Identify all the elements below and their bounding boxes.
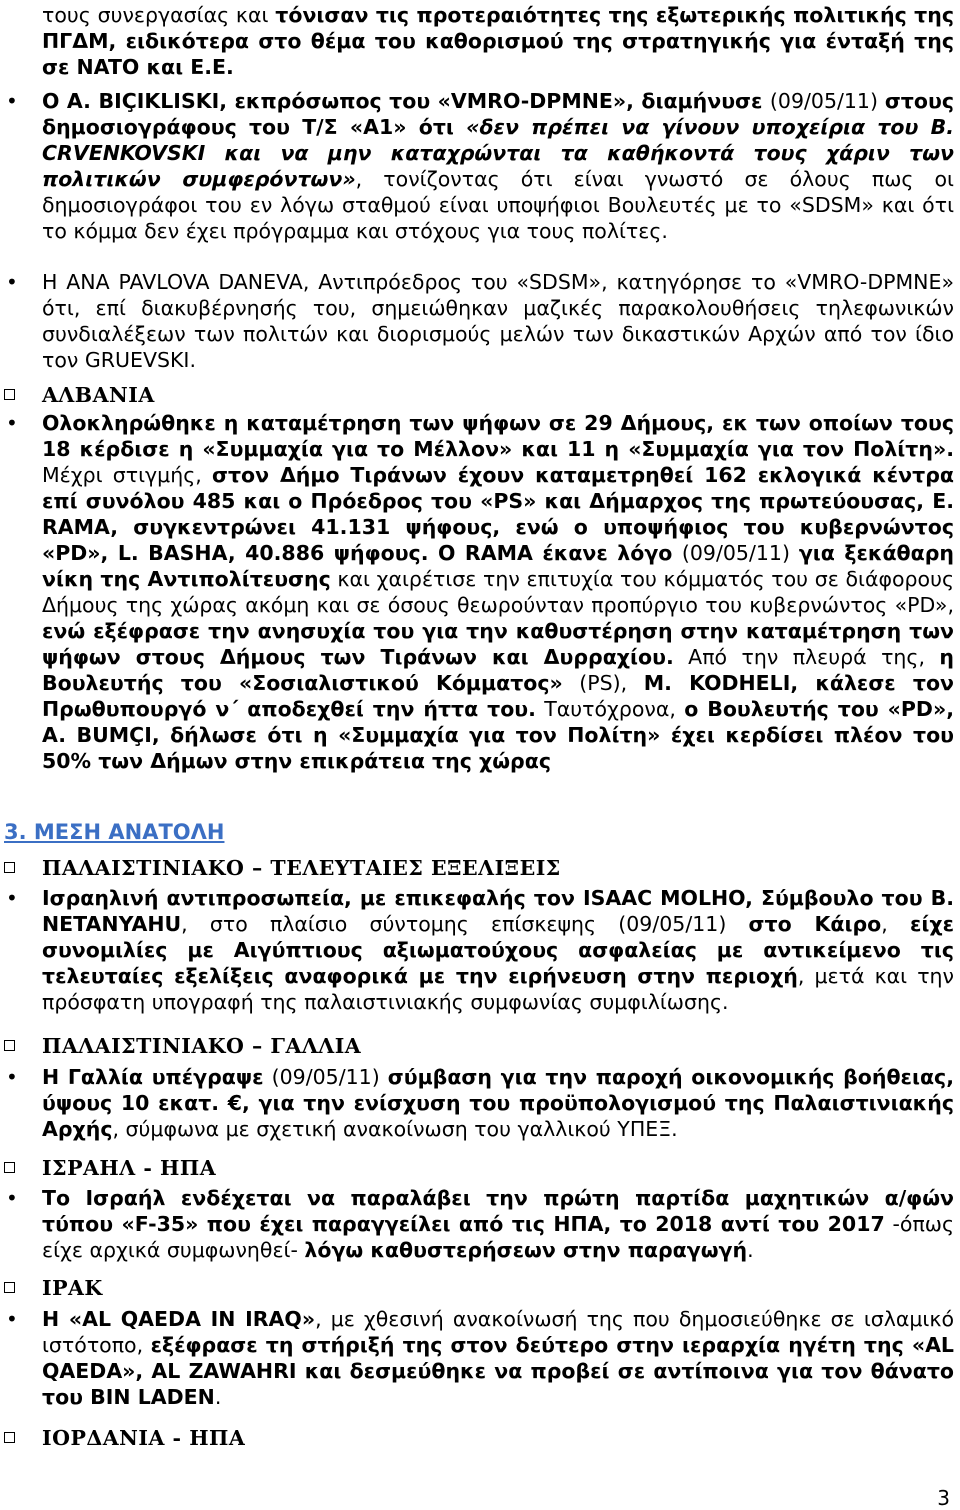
text-run: , με χθεσινή ανακοίνωσή της που δημοσιεύθηκε σε ισλαμικό ιστότοπο, (42, 1307, 954, 1357)
text-run: ΙΟΡΔΑΝΙΑ - ΗΠΑ (42, 1426, 246, 1450)
bullet-biciklisci-statement (42, 88, 954, 244)
text-run: και χαιρέτισε την επιτυχία του κόμματός του σε διάφορους Δήμους της χώρας ακόμη και σε όσους θεωρούνταν προπύργιο του κυβερνώντος «PD», (42, 567, 954, 617)
text-run: (PS), (562, 671, 644, 695)
text-run: Η Γαλλία υπέγραψε (42, 1065, 264, 1089)
text-run: Το Ισραήλ ενδέχεται να παραλάβει την πρώτη παρτίδα μαχητικών α/φών τύπου «F-35» που έχει παραγγείλει από τις ΗΠΑ, το 2018 αντί του 2017 (42, 1186, 954, 1236)
text-run: , τονίζοντας ότι είναι γνωστό σε όλους πως οι δημοσιογράφοι του εν λόγω σταθμού είναι υποψήφιοι Βουλευτές με το «SDSM» και ότι το κόμμα δεν έχει πρόγραμμα και στόχους για τους πολίτες. (42, 167, 954, 243)
text-run: Μέχρι στιγμής, (42, 463, 212, 487)
text-run: εξέφρασε τη στήριξή της στον δεύτερο στην ιεραρχία ηγέτη της «AL QAEDA», AL ZAWAHRI και δεσμεύθηκε να προβεί σε αντίποινα για τον θάνατο του BIN LADEN (42, 1333, 954, 1409)
text-run: Η ANA PAVLOVA DANEVA, Αντιπρόεδρος του «SDSM», κατηγόρησε το «VMRO-DPMNE» ότι, επί διακυβέρνησής του, σημειώθηκαν μαζικές παρακολουθήσεις τηλεφωνικών συνδιαλέξεων των πολιτών και διορισμούς μελών των δικαστικών Αρχών από τον ίδιο τον GRUEVSKI. (42, 270, 954, 372)
text-run: σύμβαση για την παροχή οικονομικής βοήθειας, ύψους 10 εκατ. €, για την ενίσχυση του προϋπολογισμού της Παλαιστινιακής Αρχής (42, 1065, 954, 1141)
text-run: Η «AL QAEDA IN IRAQ» (42, 1307, 316, 1331)
text-run: Ο A. BIÇIKLISKI, εκπρόσωπος του «VMRO-DPMNE», διαμήνυσε (42, 89, 770, 113)
text-run: (09/05/11) (263, 1065, 388, 1089)
text-run: , μετά και την πρόσφατη υπογραφή της παλαιστινιακής συμφωνίας συμφιλίωσης. (42, 964, 954, 1014)
bullet-france-aid (42, 1064, 954, 1142)
bullet-f35-delivery (42, 1185, 954, 1263)
text-run: M. KODHELI, κάλεσε τον Πρωθυπουργό ν΄ αποδεχθεί την ήττα του. (42, 671, 955, 721)
heading-palestinian-france (42, 1033, 954, 1059)
text-run: , στο πλαίσιο σύντομης επίσκεψης (09/05/11) (181, 912, 749, 936)
text-run: (09/05/11) (769, 89, 885, 113)
text-run: η Βουλευτής του «Σοσιαλιστικού Κόμματος» (42, 645, 954, 695)
text-run: Ταυτόχρονα, (535, 697, 685, 721)
text-run: . (747, 1238, 754, 1262)
text-run: ΙΡΑΚ (42, 1276, 103, 1300)
text-run: ο Βουλευτής του «PD», A. BUMÇI, δήλωσε ότι η «Συμμαχία για τον Πολίτη» έχει κερδίσει πλέον του 50% των Δήμων στην επικράτεια της χώρας (42, 697, 954, 773)
text-run: ΑΛΒΑΝΙΑ (42, 383, 155, 407)
bullet-daneva-accusation (42, 269, 954, 373)
text-run: 3. ΜΕΣΗ ΑΝΑΤΟΛΗ (4, 820, 225, 844)
text-run: Από την πλευρά της, (673, 645, 940, 669)
text-run: λόγω καθυστερήσεων στην παραγωγή (304, 1238, 748, 1262)
text-run: στο Κάιρο (748, 912, 882, 936)
text-run: , σύμφωνα με σχετική ανακοίνωση του γαλλικού ΥΠΕΞ. (112, 1117, 678, 1141)
text-run: -όπως είχε αρχικά συμφωνηθεί- (42, 1212, 954, 1262)
page-number: 3 (937, 1486, 950, 1510)
text-run: ΠΑΛΑΙΣΤΙΝΙΑΚΟ – ΤΕΛΕΥΤΑΙΕΣ ΕΞΕΛΙΞΕΙΣ (42, 856, 561, 880)
paragraph-fyrom-nato (42, 2, 954, 80)
bullet-israeli-delegation-cairo (42, 885, 954, 1015)
heading-palestinian-latest (42, 855, 954, 881)
text-run: για ξεκάθαρη νίκη της Αντιπολίτευσης (42, 541, 954, 591)
text-run: στον Δήμο Τιράνων έχουν καταμετρηθεί 162 εκλογικά κέντρα επί συνόλου 485 και ο Πρόεδρος του «PS» και Δήμαρχος της πρωτεύουσας, E. RAMA, συγκεντρώνει 41.131 ψήφους, ενώ ο υποψήφιος του κυβερνώντος «PD», L. BASHA, 40.886 ψήφους. Ο RAMA έκανε λόγο (42, 463, 954, 565)
text-run: Ισραηλινή αντιπροσωπεία, με επικεφαλής τον ISAAC MOLHO, Σύμβουλο του B. NETANYAHU (42, 886, 954, 936)
text-run: ενώ εξέφρασε την ανησυχία του για την καθυστέρηση στην καταμέτρηση των ψήφων στους Δήμους των Τιράνων και Δυρραχίου. (42, 619, 954, 669)
text-run: «δεν πρέπει να γίνουν υποχείρια του B. CRVENKOVSKI και να μην καταχρώνται τα καθήκοντά τους χάριν των πολιτικών συμφερόντων» (42, 115, 954, 191)
text-run: τους συνεργασίας και (42, 3, 276, 27)
heading-jordan-usa (42, 1425, 954, 1451)
heading-israel-usa (42, 1155, 954, 1181)
text-run: (09/05/11) (681, 541, 799, 565)
text-run: , (881, 912, 910, 936)
text-run: είχε συνομιλίες με Αιγύπτιους αξιωματούχους ασφαλείας με αντικείμενο τις τελευταίες εξελίξεις αναφορικά με την ειρήνευση στην περιοχή (42, 912, 954, 988)
heading-albania (42, 382, 954, 408)
bullet-albania-election-count (42, 410, 954, 774)
text-run: τόνισαν τις προτεραιότητες της εξωτερικής πολιτικής της ΠΓΔΜ, ειδικότερα στο θέμα του καθορισμού της στρατηγικής για ένταξή της σε NATO και Ε.Ε. (42, 3, 954, 79)
heading-iraq (42, 1275, 954, 1301)
text-run: ΠΑΛΑΙΣΤΙΝΙΑΚΟ – ΓΑΛΛΙΑ (42, 1034, 362, 1058)
text-run: Ολοκληρώθηκε η καταμέτρηση των ψήφων σε 29 Δήμους, εκ των οποίων τους 18 κέρδισε η «Συμμαχία για το Μέλλον» και 11 η «Συμμαχία για τον Πολίτη». (42, 411, 954, 461)
bullet-al-qaeda-iraq (42, 1306, 954, 1410)
text-run: . (214, 1385, 222, 1409)
section-title-middle-east (4, 820, 224, 844)
text-run: ΙΣΡΑΗΛ - ΗΠΑ (42, 1156, 217, 1180)
text-run: στους δημοσιογράφους του Τ/Σ «A1» ότι (42, 89, 954, 139)
